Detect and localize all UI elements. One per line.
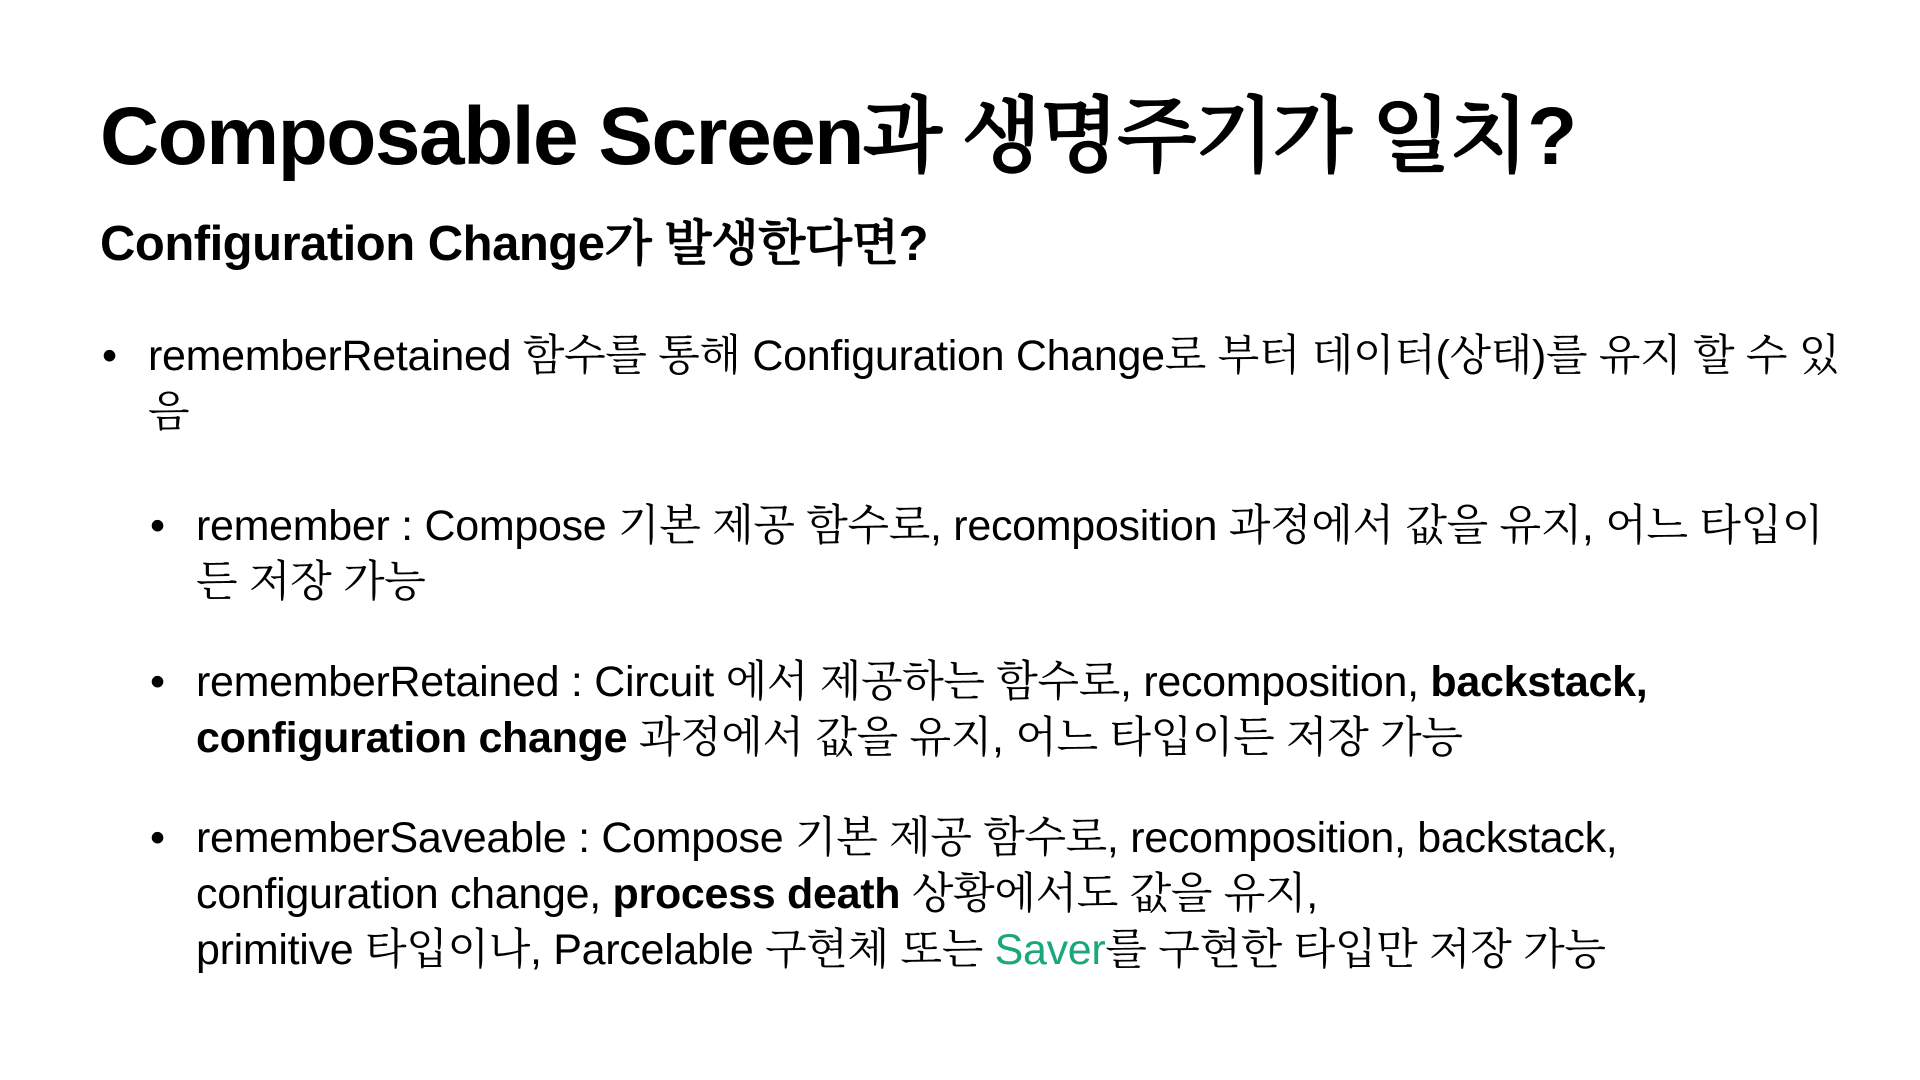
bullet-text: primitive 타입이나, Parcelable 구현체 또는	[196, 926, 995, 974]
saver-highlight: Saver	[994, 926, 1106, 974]
bullet-line	[196, 922, 1860, 978]
slide-title: Composable Screen과 생명주기가 일치?	[100, 91, 1576, 182]
bullet-list	[100, 328, 1860, 1022]
bullet-text: rememberRetained : Circuit 에서 제공하는 함수로, recomposition,	[196, 658, 1431, 706]
bullet-dot: •	[150, 814, 165, 862]
bullet-remember	[148, 498, 1860, 610]
bullet-dot: •	[150, 502, 165, 550]
bullet-text: rememberRetained 함수를 통해 Configuration Change로 부터 데이터(상태)를 유지 할 수 있음	[148, 332, 1840, 436]
bullet-remember-retained-intro	[100, 328, 1860, 440]
bullet-remember-saveable	[148, 810, 1860, 978]
bullet-dot: •	[102, 332, 117, 380]
bullet-text: rememberSaveable : Compose 기본 제공 함수로, recomposition, backstack, configuration change,	[196, 814, 1618, 918]
bullet-text: remember : Compose 기본 제공 함수로, recomposition 과정에서 값을 유지, 어느 타입이든 저장 가능	[196, 502, 1824, 606]
bullet-remember-retained	[148, 654, 1860, 766]
slide-subtitle: Configuration Change가 발생한다면?	[100, 217, 929, 271]
bullet-text: 과정에서 값을 유지, 어느 타입이든 저장 가능	[627, 714, 1463, 762]
bullet-text: 상황에서도 값을 유지,	[900, 870, 1318, 918]
bullet-bold-text: backstack, configuration change	[196, 658, 1648, 762]
bullet-bold-text: process death	[612, 870, 901, 918]
bullet-text: 를 구현한 타입만 저장 가능	[1105, 926, 1606, 974]
bullet-dot: •	[150, 658, 165, 706]
